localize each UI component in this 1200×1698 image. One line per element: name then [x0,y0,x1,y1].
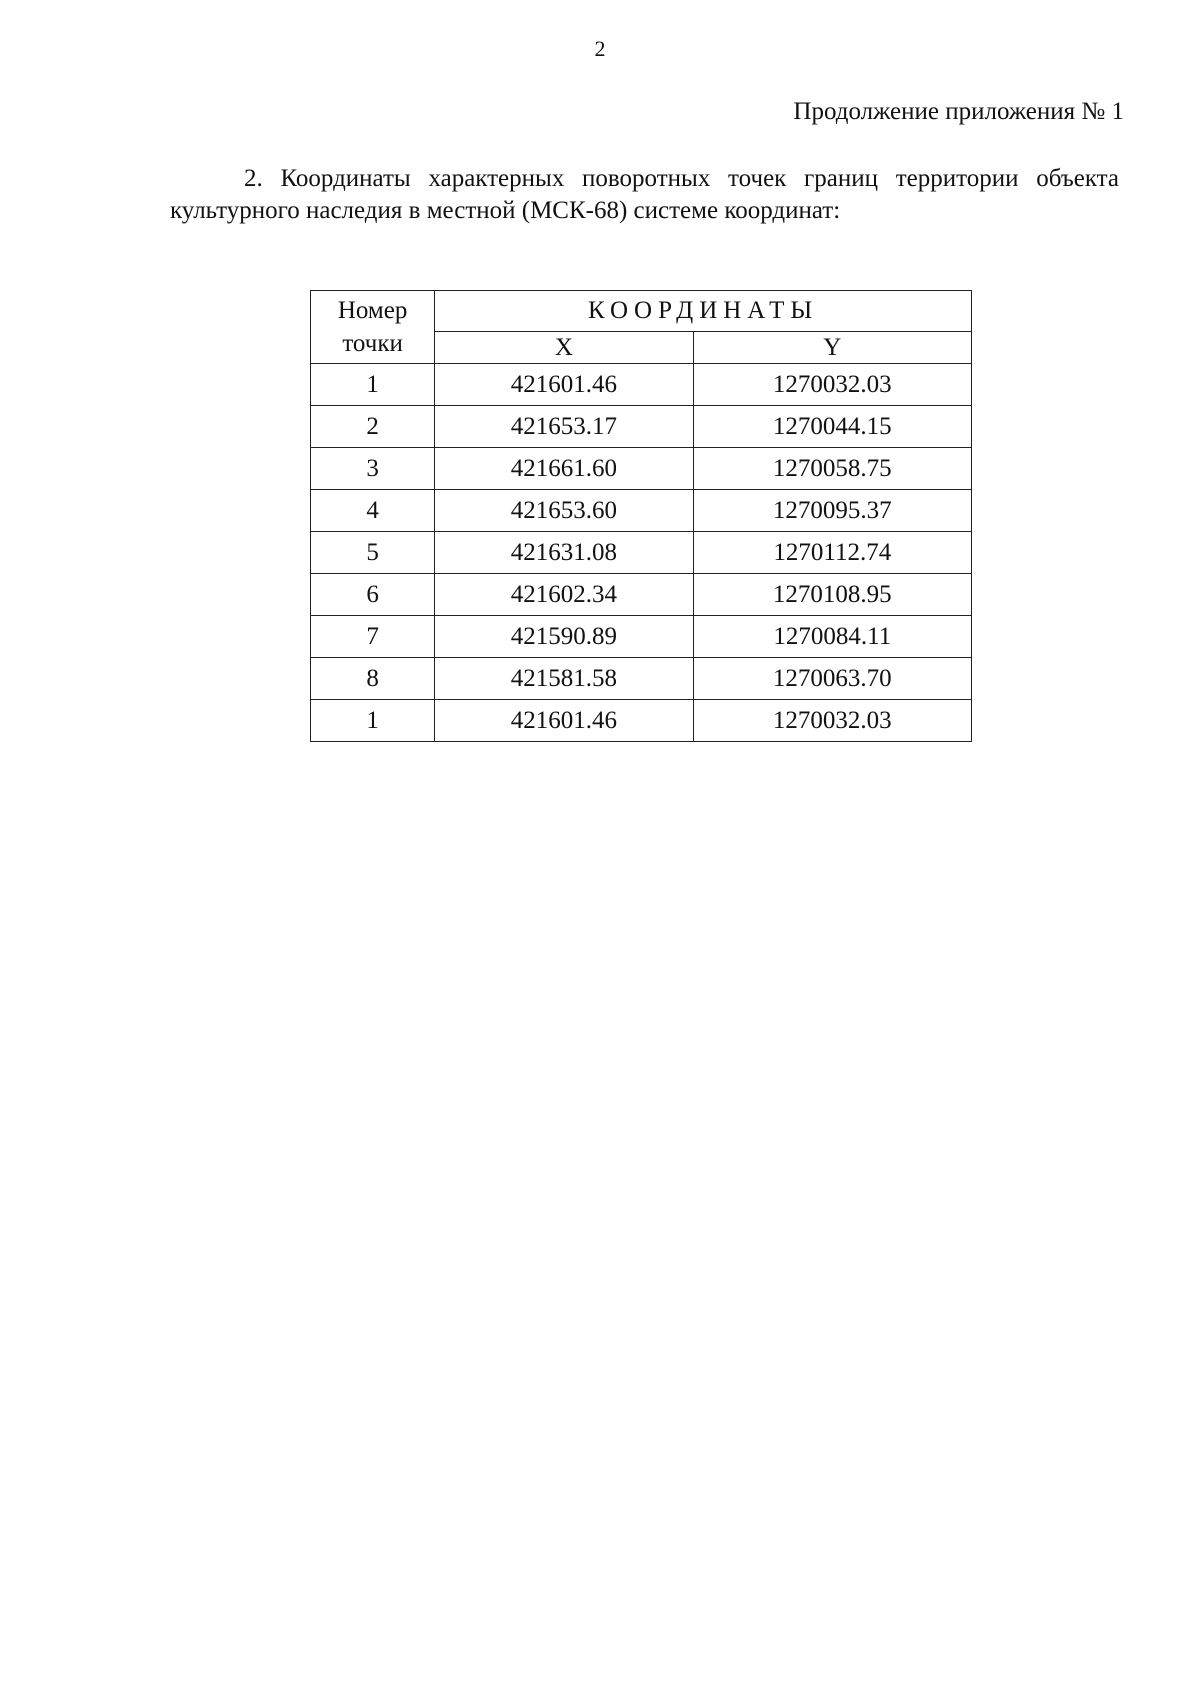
point-number-cell: 8 [311,658,435,700]
y-coordinate-cell: 1270032.03 [693,364,971,406]
x-coordinate-cell: 421590.89 [435,616,693,658]
table-row [311,658,972,700]
point-number-cell: 3 [311,448,435,490]
point-number-cell: 2 [311,406,435,448]
x-coordinate-cell: 421602.34 [435,574,693,616]
header-y: Y [693,332,971,364]
y-coordinate-cell: 1270095.37 [693,490,971,532]
table-row [311,574,972,616]
paragraph-text: 2. Координаты характерных поворотных точек границ территории объекта культурного наследия в местной (МСК-68) системе координат: [170,165,1119,224]
x-coordinate-cell: 421661.60 [435,448,693,490]
y-coordinate-cell: 1270058.75 [693,448,971,490]
table-row [311,406,972,448]
table-body [311,364,972,742]
point-number-cell: 7 [311,616,435,658]
header-point-number: Номер точки [311,291,435,364]
y-coordinate-cell: 1270108.95 [693,574,971,616]
y-coordinate-cell: 1270032.03 [693,700,971,742]
point-number-cell: 1 [311,700,435,742]
y-coordinate-cell: 1270063.70 [693,658,971,700]
x-coordinate-cell: 421601.46 [435,700,693,742]
x-coordinate-cell: 421631.08 [435,532,693,574]
y-coordinate-cell: 1270084.11 [693,616,971,658]
header-x: X [435,332,693,364]
table-row [311,364,972,406]
x-coordinate-cell: 421601.46 [435,364,693,406]
y-coordinate-cell: 1270112.74 [693,532,971,574]
point-number-cell: 4 [311,490,435,532]
point-number-cell: 5 [311,532,435,574]
coordinates-paragraph [170,163,1119,227]
x-coordinate-cell: 421653.17 [435,406,693,448]
x-coordinate-cell: 421581.58 [435,658,693,700]
y-coordinate-cell: 1270044.15 [693,406,971,448]
table-row [311,532,972,574]
table-row [311,490,972,532]
appendix-note: Продолжение приложения № 1 [793,98,1124,125]
header-coordinates: КООРДИНАТЫ [435,291,972,332]
point-number-cell: 1 [311,364,435,406]
page-number: 2 [594,36,606,61]
x-coordinate-cell: 421653.60 [435,490,693,532]
table-row [311,616,972,658]
coordinates-table [310,290,972,742]
table-row [311,700,972,742]
point-number-cell: 6 [311,574,435,616]
table-row [311,448,972,490]
